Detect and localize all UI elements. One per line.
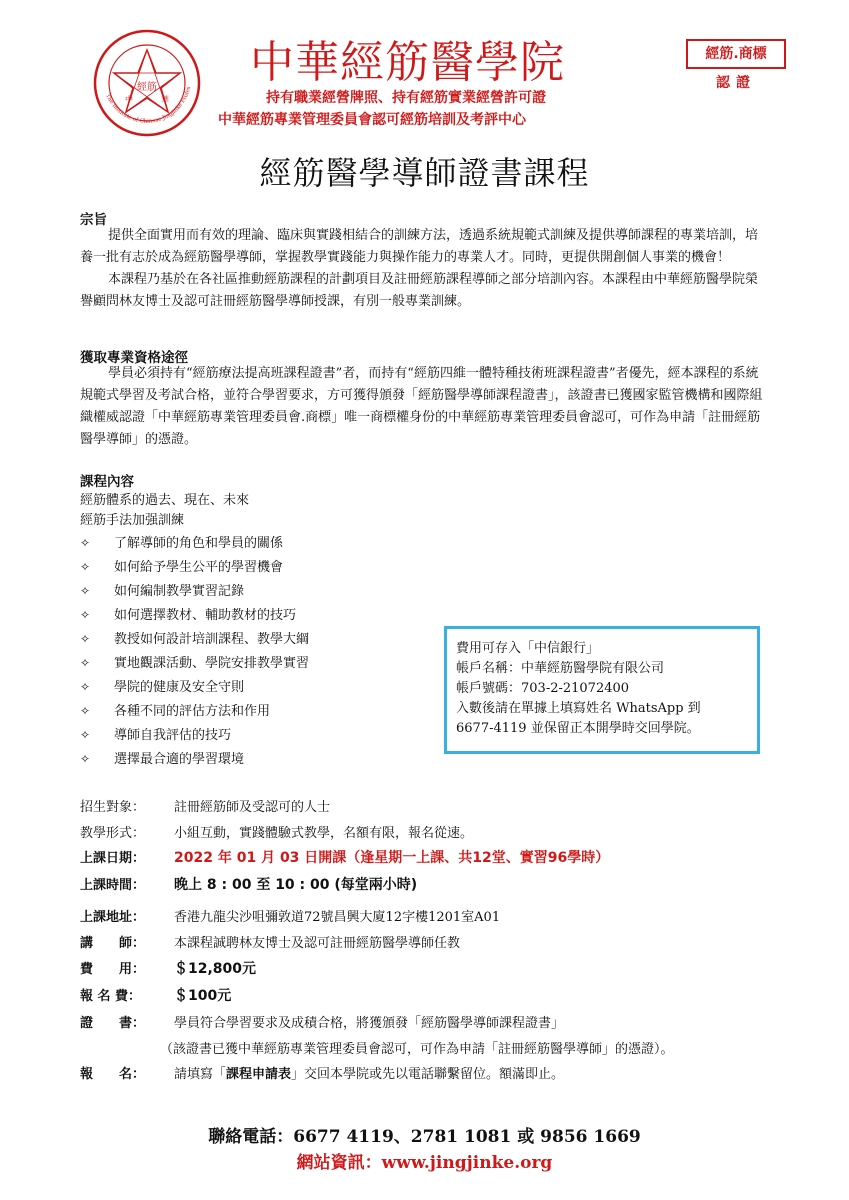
content-bullet-item bbox=[80, 627, 309, 651]
website-link[interactable]: 網站資訊：www.jingjinke.org bbox=[296, 1153, 553, 1173]
apply-label: 報 名： bbox=[80, 1067, 146, 1082]
format-label: 教學形式： bbox=[80, 826, 146, 841]
fee-row bbox=[80, 958, 256, 978]
time-row bbox=[80, 874, 417, 894]
contact-phone: 聯絡電話：6677 4119、2781 1081 或 9856 1669 bbox=[208, 1127, 641, 1147]
diamond-bullet-icon: ✧ bbox=[80, 680, 91, 694]
bullet-text: 了解導師的角色和學員的關係 bbox=[114, 536, 284, 551]
qualification-paragraph: 學員必須持有“經筋療法提高班課程證書”者，而持有“經筋四維一體特種技術班課程證書”者優先，經本課程的系統規範式學習及考試合格，並符合學習要求，方可獲得頒發「經筋醫學導師課程證書」，該證書已獲國家監管機構和國際組織權威認證「中華經筋專業管理委員會.商標」唯一商標權身份的中華經筋專業管理委員會認可，可作為申請「註冊經筋醫學導師」的憑證。 bbox=[80, 366, 763, 447]
seal-right-text: 華 bbox=[161, 95, 169, 104]
license-subtitle: 持有職業經營牌照、持有經筋實業經營許可證 bbox=[266, 90, 546, 106]
content-line-training: 經筋手法加强訓練 bbox=[80, 513, 185, 528]
time-value: 晚上 8 : 00 至 10 : 00 (每堂兩小時) bbox=[174, 877, 418, 893]
seal-left-text: 中 bbox=[125, 95, 133, 104]
purpose-paragraph-1: 提供全面實用而有效的理論、臨床與實踐相結合的訓練方法，透過系統規範式訓練及提供導師課程的專業培訓，培養一批有志於成為經筋醫學導師，掌握教學實踐能力與操作能力的專業人才。同時，更提供開創個人事業的機會！ bbox=[80, 228, 759, 265]
content-bullet-list bbox=[80, 531, 309, 771]
apply-value-post: 」交回本學院或先以電話聯繫留位。額滿即止。 bbox=[291, 1067, 565, 1082]
content-bullet-item bbox=[80, 747, 309, 771]
target-row bbox=[80, 796, 330, 815]
date-row bbox=[80, 847, 609, 867]
address-row bbox=[80, 906, 500, 925]
accreditation-subtitle: 中華經筋專業管理委員會認可經筋培訓及考評中心 bbox=[218, 112, 526, 128]
content-bullet-item bbox=[80, 555, 309, 579]
date-value: 2022 年 01 月 03 日開課（逢星期一上課、共12堂、實習96學時） bbox=[174, 850, 610, 866]
bullet-text: 導師自我評估的技巧 bbox=[114, 728, 232, 743]
target-label: 招生對象： bbox=[80, 800, 146, 815]
payment-info-box bbox=[444, 626, 760, 754]
payment-account-number: 帳戶號碼：703-2-21072400 bbox=[456, 681, 630, 696]
certificate-row bbox=[80, 1012, 564, 1031]
diamond-bullet-icon: ✧ bbox=[80, 536, 91, 550]
qualification-section bbox=[80, 363, 770, 451]
teacher-row bbox=[80, 932, 460, 951]
content-heading: 課程內容 bbox=[80, 474, 134, 490]
diamond-bullet-icon: ✧ bbox=[80, 632, 91, 646]
content-bullet-item bbox=[80, 531, 309, 555]
bullet-text: 各種不同的評估方法和作用 bbox=[114, 704, 271, 719]
diamond-bullet-icon: ✧ bbox=[80, 728, 91, 742]
teacher-value: 本課程誠聘林友博士及認可註冊經筋醫學導師任教 bbox=[174, 936, 461, 951]
apply-row bbox=[80, 1063, 564, 1082]
content-bullet-item bbox=[80, 675, 309, 699]
diamond-bullet-icon: ✧ bbox=[80, 608, 91, 622]
certificate-note: （該證書已獲中華經筋專業管理委員會認可，可作為申請「註冊經筋醫學導師」的憑證）。 bbox=[160, 1042, 674, 1057]
diamond-bullet-icon: ✧ bbox=[80, 656, 91, 670]
content-line-history: 經筋體系的過去、現在、未來 bbox=[80, 493, 250, 508]
seal-bottom-text: The Institute of Chinese Jingjinke Profes bbox=[104, 85, 193, 125]
reg-fee-row bbox=[80, 985, 231, 1005]
purpose-heading: 宗旨 bbox=[80, 212, 107, 228]
bullet-text: 實地觀課活動、學院安排教學實習 bbox=[114, 656, 310, 671]
payment-instruction-2: 6677-4119 並保留正本開學時交回學院。 bbox=[456, 721, 700, 736]
trademark-badge: 經筋.商標 bbox=[686, 39, 786, 69]
bullet-text: 教授如何設計培訓課程、教學大綱 bbox=[114, 632, 310, 647]
payment-instruction-1: 入數後請在單據上填寫姓名 WhatsApp 到 bbox=[456, 701, 701, 716]
time-label: 上課時間： bbox=[80, 878, 146, 893]
bullet-text: 如何編制教學實習記錄 bbox=[114, 584, 245, 599]
address-label: 上課地址： bbox=[80, 910, 146, 925]
application-form-link[interactable]: 課程申請表 bbox=[226, 1067, 292, 1082]
format-value: 小組互動，實踐體驗式教學，名額有限，報名從速。 bbox=[174, 826, 474, 841]
diamond-bullet-icon: ✧ bbox=[80, 584, 91, 598]
address-value: 香港九龍尖沙咀彌敦道72號昌興大廈12字樓1201室A01 bbox=[174, 910, 501, 925]
seal-center-text: 經筋 bbox=[137, 82, 157, 93]
content-bullet-item bbox=[80, 723, 309, 747]
certificate-label: 證 書： bbox=[80, 1016, 146, 1031]
content-bullet-item bbox=[80, 603, 309, 627]
apply-value-pre: 請填寫「 bbox=[174, 1067, 227, 1082]
content-bullet-item bbox=[80, 699, 309, 723]
institute-seal-logo bbox=[92, 28, 202, 138]
payment-bank: 費用可存入「中信銀行」 bbox=[456, 641, 600, 656]
diamond-bullet-icon: ✧ bbox=[80, 560, 91, 574]
purpose-paragraph-2: 本課程乃基於在各社區推動經筋課程的計劃項目及註冊經筋課程導師之部分培訓內容。本課程由中華經筋醫學院榮譽顧問林友博士及認可註冊經筋醫學導師授課，有別一般專業訓練。 bbox=[80, 272, 759, 309]
bullet-text: 選擇最合適的學習環境 bbox=[114, 752, 245, 767]
content-bullet-item bbox=[80, 651, 309, 675]
course-title: 經筋醫學導師證書課程 bbox=[259, 154, 590, 192]
fee-label: 費 用： bbox=[80, 962, 146, 977]
bullet-text: 如何給予學生公平的學習機會 bbox=[114, 560, 284, 575]
bullet-text: 如何選擇教材、輔助教材的技巧 bbox=[114, 608, 297, 623]
reg-fee-label: 報 名 費： bbox=[80, 989, 142, 1004]
certificate-value: 學員符合學習要求及成積合格，將獲頒發「經筋醫學導師課程證書」 bbox=[174, 1016, 565, 1031]
qualification-heading: 獲取專業資格途徑 bbox=[80, 350, 188, 366]
certified-label: 認證 bbox=[716, 75, 756, 91]
teacher-label: 講 師： bbox=[80, 936, 146, 951]
bullet-text: 學院的健康及安全守則 bbox=[114, 680, 245, 695]
date-label: 上課日期： bbox=[80, 851, 146, 866]
institute-title: 中華經筋醫學院 bbox=[250, 37, 565, 88]
target-value: 註冊經筋師及受認可的人士 bbox=[174, 800, 331, 815]
content-bullet-item bbox=[80, 579, 309, 603]
diamond-bullet-icon: ✧ bbox=[80, 704, 91, 718]
payment-account-name: 帳戶名稱：中華經筋醫學院有限公司 bbox=[456, 661, 665, 676]
purpose-section bbox=[80, 225, 770, 313]
diamond-bullet-icon: ✧ bbox=[80, 752, 91, 766]
reg-fee-value: ＄100元 bbox=[174, 988, 232, 1004]
fee-value: ＄12,800元 bbox=[174, 961, 257, 977]
format-row bbox=[80, 822, 473, 841]
